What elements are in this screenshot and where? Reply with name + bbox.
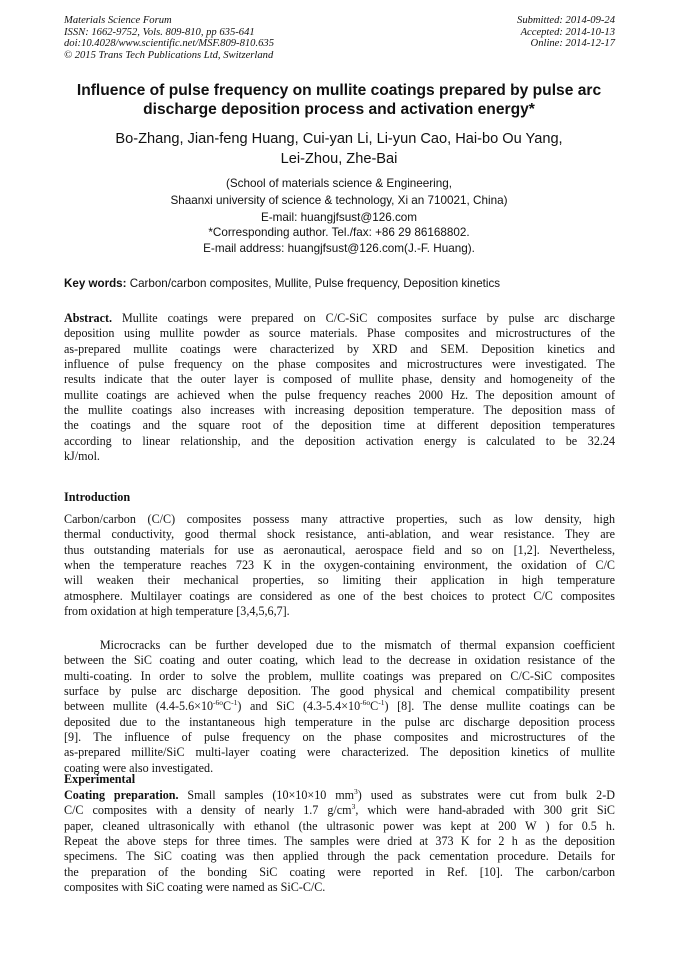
abstract-line: deposition using mullite powder as source materials. Phase composites and microstructures of the	[64, 326, 615, 341]
introduction-heading: Introduction	[64, 490, 131, 504]
body-line: deposited due to the instantaneous high temperature in the pulse arc discharge deposition process	[64, 714, 615, 729]
corresponding-author	[40, 225, 638, 257]
corresponding-line: *Corresponding author. Tel./fax: +86 29 86168802.	[208, 226, 470, 239]
body-line: as-prepared millite/SiC multi-layer coating were characterized. The deposition kinetics of mullite	[64, 745, 615, 760]
abstract-line: according to linear relationship, and the deposition activation energy is calculated to be 32.24	[64, 433, 615, 448]
body-line: [9]. The influence of pulse frequency on the phase composites and microstructures of the	[64, 730, 615, 745]
abstract-line: influence of pulse frequency on the phase composites and microstructures were investigated. The	[64, 357, 615, 372]
body-line: the preparation of the bonding SiC coating were reported in Ref. [10]. The carbon/carbon	[64, 864, 615, 879]
abstract	[64, 311, 615, 464]
body-line: when the temperature reaches 723 K in the oxygen-containing environment, the oxidation of C/C	[64, 558, 615, 573]
paper-title	[40, 81, 638, 119]
accepted-date: Accepted: 2014-10-13	[520, 26, 615, 38]
body-line: atmosphere. Multilayer coatings are considered as one of the best choices to protect C/C composites	[64, 588, 615, 603]
keywords-text: Carbon/carbon composites, Mullite, Pulse frequency, Deposition kinetics	[126, 277, 501, 290]
body-line: from oxidation at high temperature [3,4,5,6,7].	[64, 604, 290, 619]
issn-line: ISSN: 1662-9752, Vols. 809-810, pp 635-641	[64, 26, 255, 38]
abstract-line: as-prepared mullite coatings were characterized by XRD and SEM. Deposition kinetics and	[64, 341, 615, 356]
abstract-line: results indicate that the outer layer is composed of mullite phase, density and homogeneity of the	[64, 372, 615, 387]
body-line: thermal conductivity, good thermal shock resistance, anti-ablation, and wear resistance. They are	[64, 527, 615, 542]
body-line: C/C composites with a density of nearly 1.7 $g/cm^3$, which were hand-abraded with 300 grit SiC	[64, 803, 615, 818]
body-line: Microcracks can be further developed due to the mismatch of thermal expansion coefficient	[64, 638, 615, 652]
introduction-paragraph-1	[64, 512, 615, 619]
copyright-line: © 2015 Trans Tech Publications Ltd, Switzerland	[64, 49, 274, 61]
journal-header-right	[517, 15, 615, 50]
body-line: surface by pulse arc discharge deposition. The good physical and chemical compatibility present	[64, 684, 615, 699]
body-line: multi-coating. In order to solve the problem, mullite coatings was prepared on C/C-SiC composites	[64, 668, 615, 683]
body-line: thus outstanding materials for use as aeronautical, aerospace field and so on [1,2]. Nevertheless,	[64, 542, 615, 557]
body-line: composites with SiC coating were named as SiC-C/C.	[64, 880, 326, 895]
online-date: Online: 2014-12-17	[530, 38, 615, 50]
affiliation-line: Shaanxi university of science & technology, Xi an 710021, China)	[170, 194, 508, 207]
authors-line: Lei-Zhou, Zhe-Bai	[280, 150, 398, 167]
corresponding-email[interactable]: E-mail address: huangjfsust@126.com(J.-F. Huang).	[203, 242, 475, 255]
body-line: coating were also investigated.	[64, 760, 214, 775]
submitted-date: Submitted: 2014-09-24	[517, 15, 615, 26]
abstract-line: the mullite coatings also increases with increasing deposition temperature. The deposition mass of	[64, 403, 615, 418]
affiliation-line: (School of materials science & Engineering,	[225, 177, 453, 190]
affiliation	[40, 175, 638, 226]
author-list	[40, 130, 638, 169]
title-line: Influence of pulse frequency on mullite coatings prepared by pulse arc	[76, 82, 602, 99]
keywords	[64, 276, 616, 291]
title-line: discharge deposition process and activation energy*	[143, 101, 535, 118]
affiliation-email[interactable]: E-mail: huangjfsust@126.com	[260, 211, 418, 224]
authors-line: Bo-Zhang, Jian-feng Huang, Cui-yan Li, Li-yun Cao, Hai-bo Ou Yang,	[115, 131, 563, 147]
body-line: between mullite $(4.4-5.6\times 10^{-6o}C^{-1})$ and SiC $(4.3-5.4\times 10^{-6o}C^{-1})$ [8]. The dense mullite coatings can be	[64, 699, 615, 714]
body-line: specimens. The SiC coating was then applied through the pack cementation procedure. Details for	[64, 849, 615, 864]
abstract-line: mullite coatings are achieved when the pulse frequency reaches 2000 Hz. The deposition amount of	[64, 387, 615, 402]
doi-line[interactable]: doi:10.4028/www.scientific.net/MSF.809-810.635	[64, 38, 274, 50]
abstract-line: Abstract. Mullite coatings were prepared on C/C-SiC composites surface by pulse arc discharge	[64, 311, 615, 325]
coating-preparation-label: Coating preparation.	[64, 788, 179, 802]
body-line: Coating preparation. Small samples (10×10×10 $mm^3$) used as substrates were cut from bulk 2-D	[64, 788, 615, 802]
abstract-line: the coatings and the square root of the deposition time at different deposition temperatures	[64, 418, 615, 433]
body-line: paper, cleaned ultrasonically with ethanol (the ultrasonic power was kept at 200 W ) for 0.5 h.	[64, 818, 615, 833]
abstract-line: kJ/mol.	[64, 449, 100, 464]
journal-header-left	[64, 15, 274, 61]
body-line: between the SiC coating and outer coating, which lead to the decrease in oxidation resistance of the	[64, 653, 615, 668]
body-line: will weaken their mechanical properties, so limiting their application in high temperature	[64, 573, 615, 588]
body-line: Carbon/carbon (C/C) composites possess many attractive properties, such as low density, high	[64, 512, 615, 526]
keywords-label: Key words:	[64, 277, 127, 290]
journal-name: Materials Science Forum	[64, 15, 172, 26]
body-line: Repeat the above steps for three times. The samples were dried at 373 K for 2 h as the deposition	[64, 834, 615, 849]
experimental-paragraph	[64, 788, 615, 895]
experimental-heading: Experimental	[64, 772, 136, 786]
abstract-label: Abstract.	[64, 311, 113, 325]
introduction-paragraph-2	[64, 638, 615, 776]
